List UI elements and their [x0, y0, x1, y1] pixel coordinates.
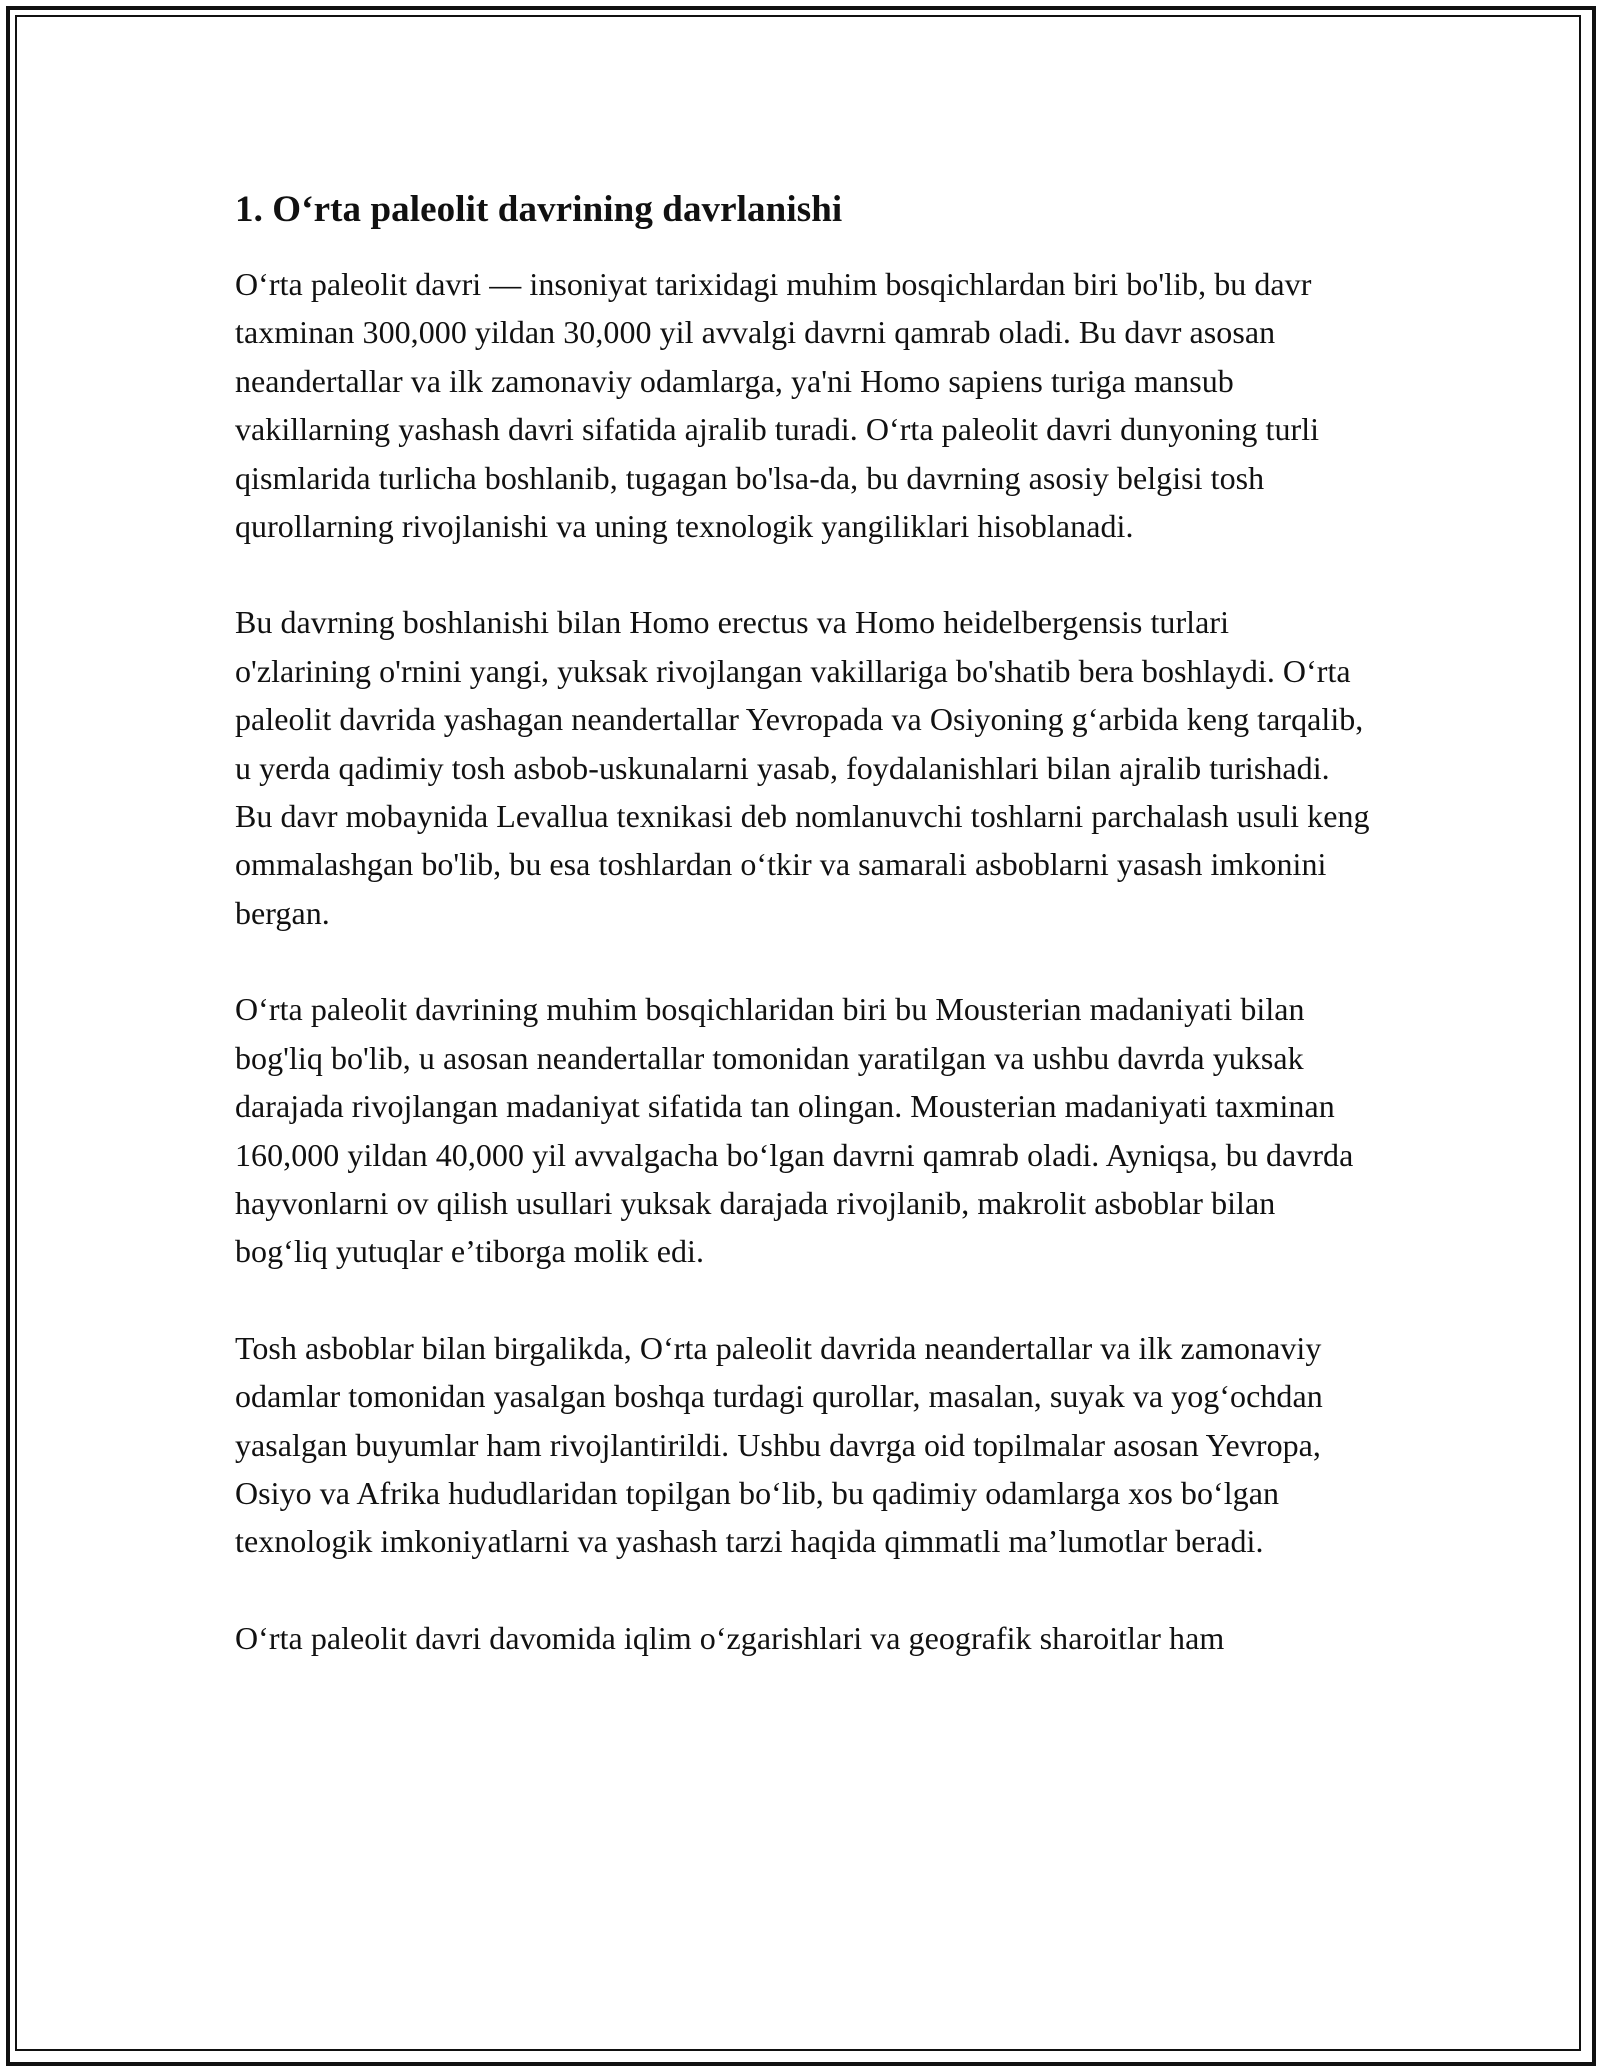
document-body	[235, 186, 1370, 1710]
paragraph-4: Tosh asboblar bilan birgalikda, O‘rta paleolit davrida neandertallar va ilk zamonaviy odamlar tomonidan yasalgan boshqa turdagi qurollar, masalan, suyak va yog‘ochdan yasalgan buyumlar ham rivojlantirildi. Ushbu davrga oid topilmalar asosan Yevropa, Osiyo va Afrika hududlaridan topilgan bo‘lib, bu qadimiy odamlarga xos bo‘lgan texnologik imkoniyatlarni va yashash tarzi haqida qimmatli ma’lumotlar beradi.	[235, 1329, 1323, 1560]
paragraph-1: O‘rta paleolit davri — insoniyat tarixidagi muhim bosqichlardan biri bo'lib, bu davr taxminan 300,000 yildan 30,000 yil avvalgi davrni qamrab oladi. Bu davr asosan neandertallar va ilk zamonaviy odamlarga, ya'ni Homo sapiens turiga mansub vakillarning yashash davri sifatida ajralib turadi. O‘rta paleolit davri dunyoning turli qismlarida turlicha boshlanib, tugagan bo'lsa-da, bu davrning asosiy belgisi tosh qurollarning rivojlanishi va uning texnologik yangiliklari hisoblanadi.	[235, 266, 1320, 545]
paragraph-2: Bu davrning boshlanishi bilan Homo erectus va Homo heidelbergensis turlari o'zlarining o'rnini yangi, yuksak rivojlangan vakillariga bo'shatib bera boshlaydi. O‘rta paleolit davrida yashagan neandertallar Yevropada va Osiyoning g‘arbida keng tarqalib, u yerda qadimiy tosh asbob-uskunalarni yasab, foydalanishlari bilan ajralib turishadi. Bu davr mobaynida Levallua texnikasi deb nomlanuvchi toshlarni parchalash usuli keng ommalashgan bo'lib, bu esa toshlardan o‘tkir va samarali asboblarni yasash imkonini bergan.	[235, 604, 1370, 931]
section-heading: 1. O‘rta paleolit davrining davrlanishi	[235, 189, 843, 230]
paragraph-5: O‘rta paleolit davri davomida iqlim o‘zgarishlari va geografik sharoitlar ham	[235, 1619, 1225, 1656]
paragraph-3: O‘rta paleolit davrining muhim bosqichlaridan biri bu Mousterian madaniyati bilan bog'liq bo'lib, u asosan neandertallar tomonidan yaratilgan va ushbu davrda yuksak darajada rivojlangan madaniyat sifatida tan olingan. Mousterian madaniyati taxminan 160,000 yildan 40,000 yil avvalgacha bo‘lgan davrni qamrab oladi. Ayniqsa, bu davrda hayvonlarni ov qilish usullari yuksak darajada rivojlanib, makrolit asboblar bilan bog‘liq yutuqlar e’tiborga molik edi.	[235, 991, 1354, 1270]
